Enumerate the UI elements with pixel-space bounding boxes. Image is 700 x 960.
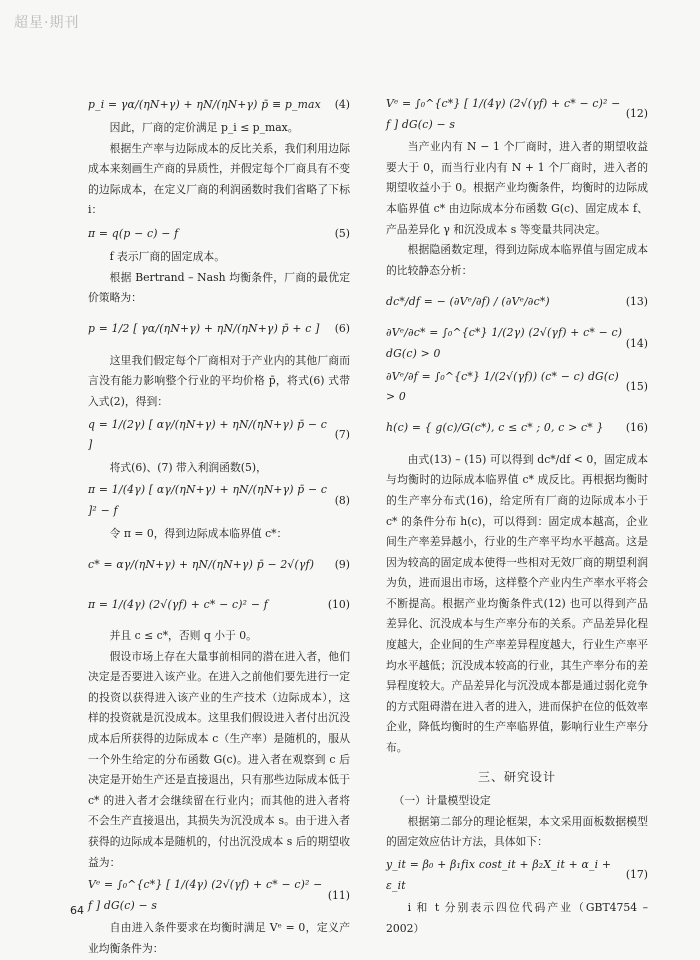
paragraph: i 和 t 分别表示四位代码产业（GBT4754 – 2002）: [386, 901, 648, 935]
equation-formula: c* = αγ/(ηN+γ) + ηN/(ηN+γ) p̄ − 2√(γf): [88, 557, 315, 571]
equation-11: [88, 875, 350, 916]
equation-formula: Vᵉ = ∫₀^{c*} [ 1/(4γ) (2√(γf) + c* − c)² − f ] dG(c) − s: [88, 878, 323, 912]
equation-formula: y_it = β₀ + β₁fix cost_it + β₂X_it + α_i + ε_it: [386, 858, 612, 892]
equation-formula: p_i = γα/(ηN+γ) + ηN/(ηN+γ) p̄ ≡ p_max: [88, 97, 321, 111]
paragraph: 将式(6)、(7) 带入利润函数(5)，: [109, 460, 267, 474]
equation-13: [386, 283, 648, 321]
equation-number: (10): [327, 597, 350, 611]
equation-number: (5): [334, 226, 350, 240]
equation-6: [88, 311, 350, 349]
equation-number: (16): [625, 421, 648, 435]
equation-16: [386, 410, 648, 448]
paragraph: 并且 c ≤ c*，否则 q 小于 0。: [109, 629, 257, 643]
equation-17: [386, 855, 648, 896]
journal-watermark: 超星·期刊: [14, 15, 80, 31]
paragraph: 这里我们假定每个厂商相对于产业内的其他厂商而言没有能力影响整个行业的平均价格 p̄，将式(6) 式带入式(2)，得到：: [88, 353, 350, 408]
equation-5: [88, 223, 350, 245]
equation-formula: π = 1/(4γ) (2√(γf) + c* − c)² − f: [88, 597, 268, 611]
page-number: 64: [70, 904, 84, 917]
paragraph: 根据生产率与边际成本的反比关系，我们利用边际成本来刻画生产商的异质性，并假定每个厂商具有不变的边际成本，在定义厂商的利润函数时我们省略了下标 i：: [88, 141, 350, 217]
paragraph: 令 π = 0，得到边际成本临界值 c*：: [109, 526, 288, 540]
equation-number: (12): [625, 107, 648, 121]
paragraph: 根据第二部分的理论框架，本文采用面板数据模型的固定效应估计方法，具体如下：: [386, 814, 648, 849]
section-title: 三、研究设计: [477, 769, 556, 784]
equation-formula: dc*/df = − (∂Vᵉ/∂f) / (∂Vᵉ/∂c*): [386, 295, 550, 309]
right-column: [386, 92, 648, 939]
paragraph: 根据 Bertrand – Nash 均衡条件，厂商的最优定价策略为：: [88, 270, 350, 305]
equation-9: [88, 546, 350, 584]
equation-number: (8): [334, 493, 350, 507]
equation-8: [88, 480, 350, 521]
paragraph: 根据隐函数定理，得到边际成本临界值与固定成本的比较静态分析：: [386, 243, 648, 277]
equation-14: [386, 323, 648, 364]
equation-formula: q = 1/(2γ) [ αγ/(ηN+γ) + ηN/(ηN+γ) p̄ − c ]: [88, 417, 327, 452]
equation-number: (6): [334, 322, 350, 336]
equation-formula: ∂Vᵉ/∂f = ∫₀^{c*} 1/(2√(γf)) (c* − c) dG(c) > 0: [386, 369, 619, 404]
subsection-title: （一）计量模型设定: [393, 794, 491, 808]
equation-15: [386, 367, 648, 408]
equation-number: (4): [334, 97, 350, 111]
equation-number: (9): [334, 557, 350, 571]
paragraph: 当产业内有 N − 1 个厂商时，进入者的期望收益要大于 0，而当行业内有 N + 1 个厂商时，进入者的期望收益小于 0。根据产业均衡条件，均衡时的边际成本临界值 c* 由边际成本分布函数 G(c)、固定成本 f、产品差异化 γ 和沉没成本 s 等变量共同决定。: [386, 140, 648, 236]
equation-formula: ∂Vᵉ/∂c* = ∫₀^{c*} 1/(2γ) (2√(γf) + c* − c) dG(c) > 0: [386, 326, 623, 360]
equation-formula: h(c) = { g(c)/G(c*), c ≤ c* ; 0, c > c* }: [386, 421, 604, 435]
equation-number: (14): [625, 336, 648, 350]
paragraph: f 表示厂商的固定成本。: [109, 249, 225, 263]
equation-formula: π = 1/(4γ) [ αγ/(ηN+γ) + ηN/(ηN+γ) p̄ − c ]² − f: [88, 483, 328, 517]
equation-number: (17): [625, 868, 648, 882]
equation-number: (7): [334, 427, 350, 441]
paragraph: 自由进入条件要求在均衡时满足 Vᵉ = 0，定义产业均衡条件为：: [88, 921, 350, 955]
equation-number: (13): [625, 295, 648, 309]
equation-10: [88, 586, 350, 624]
paragraph: 由式(13) – (15) 可以得到 dc*/df < 0，固定成本与均衡时的边际成本临界值 c* 成反比。再根据均衡时的生产率分布式(16)，给定所有厂商的边际成本小于 c* 的条件分布 h(c)，可以得到：固定成本越高，企业间生产率差异越小，行业的生产率平均水平越高。这是因为较高的固定成本使得一些相对无效厂商的期望利润为负，进而退出市场，这样整个产业内生产率水平将会不断提高。根据产业均衡条件式(12) 也可以得到产品差异化、沉没成本与生产率分布的关系。产品差异化程度越大，企业间的生产率差异程度越大，行业生产率平均水平越低；沉没成本较高的行业，其生产率分布的差异程度较大。产品差异化与沉没成本都是通过弱化竞争的方式阻碍潜在进入者的进入，进而保护在位的低效率企业，降低均衡时的生产率临界值，影响行业生产率分布。: [386, 452, 648, 755]
left-column: [88, 92, 350, 960]
equation-12: [386, 94, 648, 135]
paragraph: 因此，厂商的定价满足 p_i ≤ p_max。: [109, 121, 299, 134]
equation-4: [88, 94, 350, 116]
equation-7: [88, 415, 350, 456]
paragraph: 假设市场上存在大量事前相同的潜在进入者，他们决定是否要进入该产业。在进入之前他们要先进行一定的投资以获得进入该产业的生产技术（边际成本），这样的投资就是沉没成本。这里我们假设进入者付出沉没成本后所获得的边际成本 c（生产率）是随机的，服从一个外生给定的分布函数 G(c)。进入者在观察到 c 后决定是开始生产还是直接退出，只有那些边际成本低于 c* 的进入者才会继续留在行业内；而其他的进入者将不会生产直接退出，其损失为沉没成本 s。由于进入者获得的边际成本是随机的，付出沉没成本 s 后的期望收益为：: [88, 649, 350, 869]
equation-formula: π = q(p − c) − f: [88, 226, 179, 240]
equation-formula: Vᵉ = ∫₀^{c*} [ 1/(4γ) (2√(γf) + c* − c)² − f ] dG(c) − s: [386, 97, 621, 131]
equation-number: (11): [327, 888, 350, 902]
equation-number: (15): [625, 379, 648, 393]
equation-formula: p = 1/2 [ γα/(ηN+γ) + ηN/(ηN+γ) p̄ + c ]: [88, 322, 320, 336]
